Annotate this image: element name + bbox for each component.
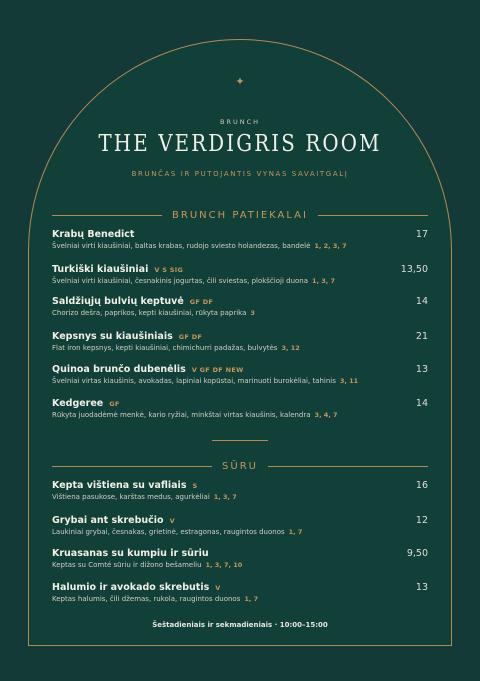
menu-item [52,398,428,419]
item-price: 16 [415,480,428,491]
section-header-brunch [52,208,428,222]
item-allergens: 3, 11 [339,377,359,385]
item-dietary-tags: V GF DF NEW [191,366,244,374]
divider-line [268,466,428,467]
item-allergens: 3, 12 [281,344,300,352]
item-price: 14 [415,296,428,307]
opening-hours: Šeštadieniais ir sekmadieniais · 10:00–15:00 [152,621,328,629]
item-description: Švelniai virti kiaušiniai, česnakinis jogurtas, čili sviestas, plokščioji duona [52,277,309,285]
menu-item [52,296,428,317]
item-name: Kepsnys su kiaušiniais [52,331,173,342]
item-name: Grybai ant skrebučio [52,515,164,526]
menu-subtitle: BRUNČAS IR PUTOJANTIS VYNAS SAVAITGALĮ [131,170,349,178]
item-description: Laukiniai grybai, česnakas, grietinė, estragonas, raugintos duonos [52,528,285,536]
item-description: Flat iron kepsnys, kepti kiaušiniai, chimichurri padažas, bulvytės [52,344,278,352]
star-ornament-icon: ✦ [235,75,245,88]
item-allergens: 1, 7 [244,595,259,603]
item-allergens: 3, 4, 7 [314,411,338,419]
item-description-line [52,344,428,352]
menu-item [52,480,428,501]
item-price: 13 [415,364,428,375]
item-name: Saldžiųjų bulvių keptuvė [52,296,184,307]
menu-item [52,515,428,536]
menu-item [52,548,428,569]
item-description: Švelniai virtas kiaušinis, avokadas, lapiniai kopūstai, marinuoti burokėliai, tahinis [52,377,336,385]
item-description: Vištiena pasukose, karštas medus, agurkėliai [52,493,210,501]
item-name: Kepta vištiena su vafliais [52,480,187,491]
item-name: Quinoa brunčo dubenėlis [52,364,186,375]
item-allergens: 1, 3, 7 [312,277,336,285]
item-description: Švelniai virti kiaušiniai, baltas krabas, rudojo sviesto holandezas, bandelė [52,242,311,250]
item-dietary-tags: GF [109,400,120,408]
section-title: BRUNCH PATIEKALAI [172,209,308,221]
item-dietary-tags: GF DF [178,333,203,341]
divider-line [318,215,428,216]
item-allergens: 1, 2, 3, 7 [314,242,347,250]
item-dietary-tags: S [192,482,198,490]
menu-item [52,364,428,385]
item-price: 14 [415,398,428,409]
item-description-line [52,309,428,317]
menu-item [52,582,428,603]
item-dietary-tags: V [169,517,175,525]
item-dietary-tags: V S SIG [154,266,184,274]
item-price: 21 [415,331,428,342]
item-price: 13 [415,582,428,593]
item-description-line [52,561,428,569]
section-separator [212,440,268,441]
item-allergens: 3 [250,309,255,317]
restaurant-title: THE VERDIGRIS ROOM [98,131,382,157]
item-description: Chorizo dešra, paprikos, kepti kiaušiniai, rūkyta paprika [52,309,247,317]
item-price: 17 [415,229,428,240]
section-header-suru [52,459,428,473]
divider-line [52,215,162,216]
item-price: 13,50 [400,264,428,275]
item-name: Kedgeree [52,398,104,409]
item-description-line [52,277,428,285]
item-name: Kruasanas su kumpiu ir sūriu [52,548,209,559]
divider-line [52,466,212,467]
menu-item [52,331,428,352]
item-description-line [52,242,428,250]
item-allergens: 1, 3, 7, 10 [205,561,243,569]
item-allergens: 1, 3, 7 [213,493,237,501]
item-description-line [52,377,428,385]
menu-item [52,229,428,250]
item-price: 9,50 [406,548,428,559]
item-dietary-tags: GF DF [189,298,214,306]
section-title: SŪRU [222,460,258,472]
item-description: Rūkyta juodadėmė menkė, kario ryžiai, minkštai virtas kiaušinis, kalendra [52,411,311,419]
item-description-line [52,411,428,419]
item-name: Turkiški kiaušiniai [52,264,149,275]
item-description-line [52,528,428,536]
item-description: Keptas su Comté sūriu ir dižono bešameliu [52,561,202,569]
item-dietary-tags: V [215,584,221,592]
menu-kicker: BRUNCH [219,118,261,126]
item-name: Halumio ir avokado skrebutis [52,582,210,593]
item-price: 12 [415,515,428,526]
menu-item [52,264,428,285]
item-description-line [52,493,428,501]
item-description-line [52,595,428,603]
item-name: Krabų Benedict [52,229,135,240]
item-allergens: 1, 7 [288,528,303,536]
item-description: Keptas halumis, čili džemas, rukola, raugintos duonos [52,595,241,603]
